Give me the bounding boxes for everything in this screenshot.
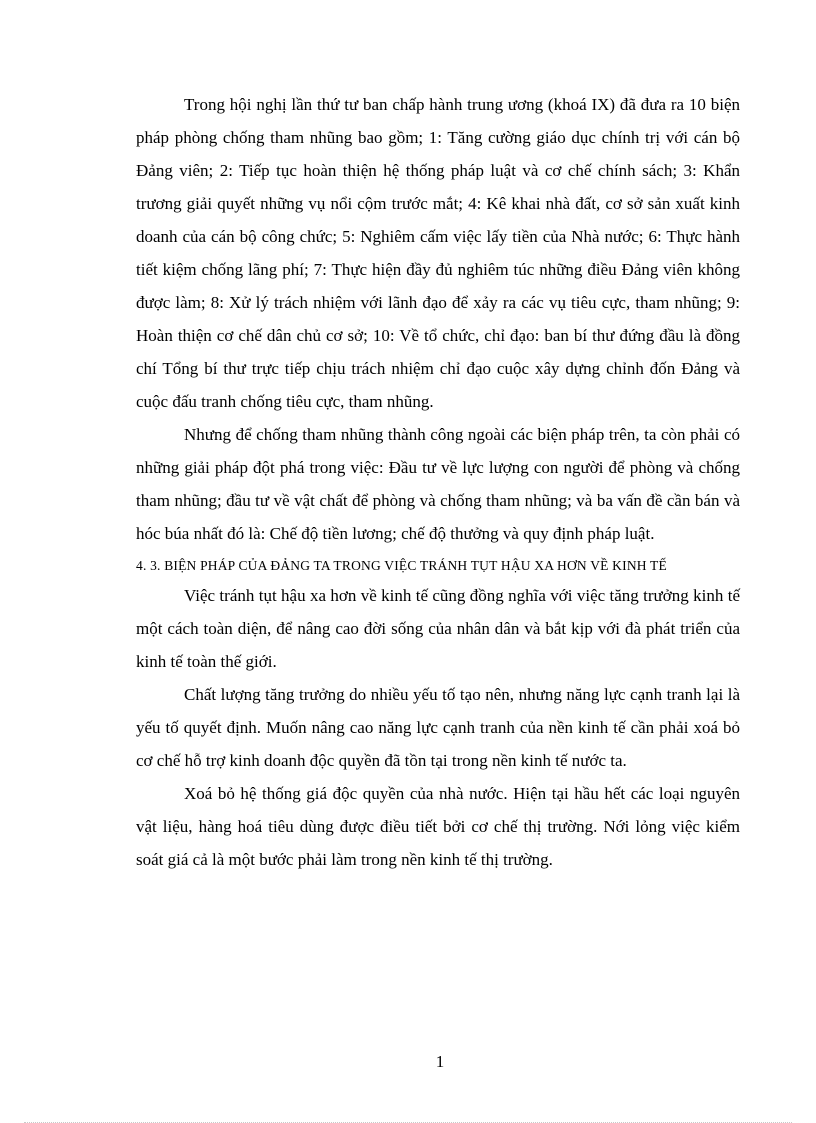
paragraph-anti-corruption-measures: Trong hội nghị lần thứ tư ban chấp hành trung ương (khoá IX) đã đưa ra 10 biện pháp phòng chống tham nhũng bao gồm; 1: Tăng cường giáo dục chính trị với cán bộ Đảng viên; 2: Tiếp tục hoàn thiện hệ thống pháp luật và cơ chế chính sách; 3: Khẩn trương giải quyết những vụ nổi cộm trước mắt; 4: Kê khai nhà đất, cơ sở sản xuất kinh doanh của cán bộ công chức; 5: Nghiêm cấm việc lấy tiền của Nhà nước; 6: Thực hành tiết kiệm chống lãng phí; 7: Thực hiện đầy đủ nghiêm túc những điều Đảng viên không được làm; 8: Xử lý trách nhiệm với lãnh đạo để xảy ra các vụ tiêu cực, tham nhũng; 9: Hoàn thiện cơ chế dân chủ cơ sở; 10: Về tổ chức, chỉ đạo: ban bí thư đứng đầu là đồng chí Tổng bí thư trực tiếp chịu trách nhiệm chỉ đạo cuộc xây dựng chỉnh đốn Đảng và cuộc đấu tranh chống tiêu cực, tham nhũng. [136, 95, 740, 411]
document-page [136, 88, 740, 876]
paragraph-competitiveness: Chất lượng tăng trưởng do nhiều yếu tố tạo nên, nhưng năng lực cạnh tranh lại là yếu tố quyết định. Muốn nâng cao năng lực cạnh tranh của nền kinh tế cần phải xoá bỏ cơ chế hỗ trợ kinh doanh độc quyền đã tồn tại trong nền kinh tế nước ta. [136, 685, 740, 770]
paragraph-price-monopoly: Xoá bỏ hệ thống giá độc quyền của nhà nước. Hiện tại hầu hết các loại nguyên vật liệu, hàng hoá tiêu dùng được điều tiết bởi cơ chế thị trường. Nới lỏng việc kiểm soát giá cả là một bước phải làm trong nền kinh tế thị trường. [136, 784, 740, 869]
paragraph-avoid-lagging: Việc tránh tụt hậu xa hơn về kinh tế cũng đồng nghĩa với việc tăng trưởng kinh tế một cách toàn diện, để nâng cao đời sống của nhân dân và bắt kịp với đà phát triển của kinh tế toàn thế giới. [136, 586, 740, 671]
paragraph-breakthrough-solutions: Nhưng để chống tham nhũng thành công ngoài các biện pháp trên, ta còn phải có những giải pháp đột phá trong việc: Đầu tư về lực lượng con người để phòng và chống tham nhũng; đầu tư về vật chất để phòng và chống tham nhũng; và ba vấn đề cần bán và hóc búa nhất đó là: Chế độ tiền lương; chế độ thưởng và quy định pháp luật. [136, 425, 740, 543]
section-heading: 4. 3. BIỆN PHÁP CỦA ĐẢNG TA TRONG VIỆC TRÁNH TỤT HẬU XA HƠN VỀ KINH TẾ [136, 558, 667, 573]
page-number: 1 [435, 1052, 445, 1071]
